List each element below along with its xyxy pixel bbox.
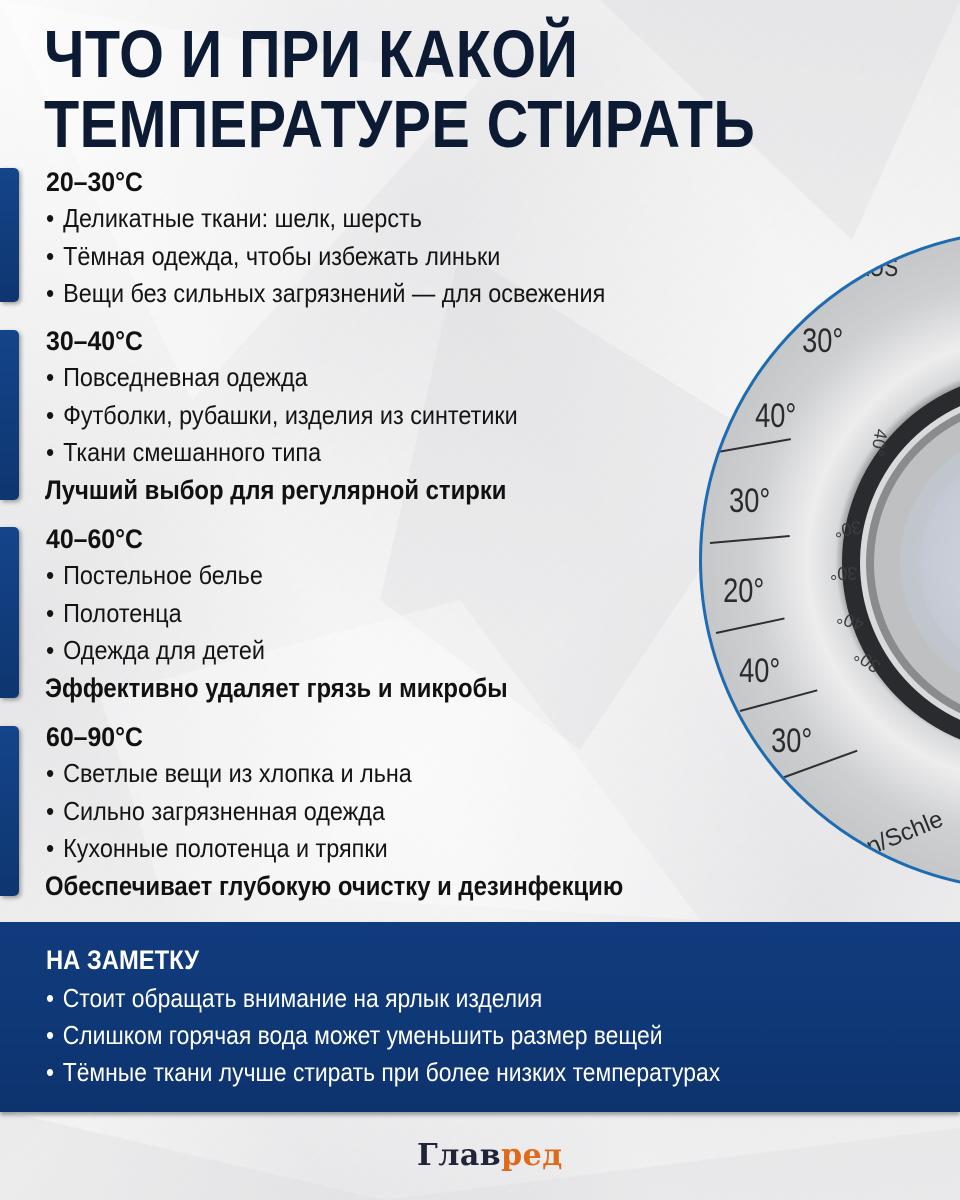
logo-part-orange: ред: [501, 1138, 563, 1173]
list-item: • Кухонные полотенца и тряпки: [46, 830, 623, 868]
section-summary: Лучший выбор для регулярной стирки: [45, 474, 507, 505]
title-line-1: ЧТО И ПРИ КАКОЙ: [44, 17, 579, 92]
notes-item: • Слишком горячая вода может уменьшить размер вещей: [46, 1017, 720, 1054]
glavred-logo: [417, 1138, 563, 1173]
washing-machine-dial-image: [699, 229, 960, 891]
page-title: [44, 17, 756, 162]
dial-label-aus: AUS: [855, 252, 899, 282]
notes-item: • Тёмные ткани лучше стирать при более низких температурах: [46, 1054, 720, 1091]
bullet-icon: •: [46, 278, 55, 308]
bullet-icon: •: [46, 758, 55, 788]
notes-panel: [0, 922, 960, 1112]
bullet-icon: •: [46, 560, 55, 590]
section-tab-marker: [0, 168, 19, 302]
list-item: • Футболки, рубашки, изделия из синтетики: [46, 397, 518, 435]
bullet-icon: •: [46, 635, 55, 665]
temperature-section-30-40: [46, 323, 570, 509]
list-item: • Постельное белье: [46, 557, 508, 595]
bullet-icon: •: [46, 240, 55, 271]
dial-tick: [712, 438, 791, 454]
dial-label: 40°: [755, 397, 797, 435]
temperature-range: 40–60°C: [46, 524, 143, 554]
dial-label: 30°: [729, 482, 771, 520]
title-line-2: ТЕМПЕРАТУРЕ СТИРАТЬ: [44, 87, 756, 162]
section-tab-marker: [0, 527, 19, 698]
bullet-icon: •: [46, 1057, 55, 1087]
temperature-range: 30–40°C: [46, 326, 143, 356]
dial-inner-label: 40°: [834, 606, 867, 636]
dial-label: 30°: [771, 722, 813, 760]
bullet-icon: •: [46, 203, 55, 233]
section-tab-marker: [0, 726, 19, 896]
notes-heading: НА ЗАМЕТКУ: [46, 945, 199, 975]
bullet-icon: •: [46, 833, 55, 863]
dial-inner-label: 30°: [832, 516, 863, 542]
list-item: • Сильно загрязненная одежда: [46, 793, 623, 831]
list-item: • Ткани смешанного типа: [46, 434, 518, 472]
dial-label: 30°: [802, 322, 844, 360]
dial-label: 40°: [739, 652, 781, 690]
section-tab-marker: [0, 330, 19, 500]
bullet-icon: •: [46, 362, 55, 392]
bullet-icon: •: [46, 399, 55, 430]
list-item: • Светлые вещи из хлопка и льна: [46, 755, 623, 793]
dial-inner-label: 30°: [850, 644, 885, 677]
temperature-range: 20–30°C: [46, 167, 143, 197]
logo-part-dark: Глав: [417, 1138, 502, 1173]
notes-item: • Стоит обращать внимание на ярлык изделия: [46, 980, 720, 1017]
bullet-icon: •: [46, 597, 55, 628]
temperature-section-40-60: [46, 521, 559, 707]
dial-bottom-text: on/Schle: [850, 805, 947, 866]
temperature-section-20-30: [46, 164, 667, 313]
list-item: • Полотенца: [46, 595, 508, 633]
bullet-icon: •: [46, 795, 55, 826]
temperature-range: 60–90°C: [46, 722, 143, 752]
dial-inner-label: 40°: [866, 427, 892, 458]
list-item: • Тёмная одежда, чтобы избежать линьки: [46, 238, 605, 276]
list-item: • Повседневная одежда: [46, 359, 518, 397]
dial-inner-label: 30°: [830, 563, 858, 583]
bullet-icon: •: [46, 1020, 55, 1050]
dial-tick: [716, 617, 785, 634]
dial-label: 20°: [723, 572, 765, 610]
dial-tick: [740, 689, 818, 712]
notes-list: [46, 980, 812, 1091]
bullet-icon: •: [46, 437, 55, 467]
section-summary: Эффективно удаляет грязь и микробы: [45, 672, 508, 703]
section-summary: Обеспечивает глубокую очистку и дезинфекцию: [45, 870, 624, 901]
list-item: • Деликатные ткани: шелк, шерсть: [46, 200, 605, 238]
dial-tick: [710, 535, 790, 544]
list-item: • Одежда для детей: [46, 632, 508, 670]
list-item: • Вещи без сильных загрязнений — для освежения: [46, 275, 605, 313]
bullet-icon: •: [46, 983, 55, 1013]
temperature-section-60-90: [46, 719, 687, 905]
